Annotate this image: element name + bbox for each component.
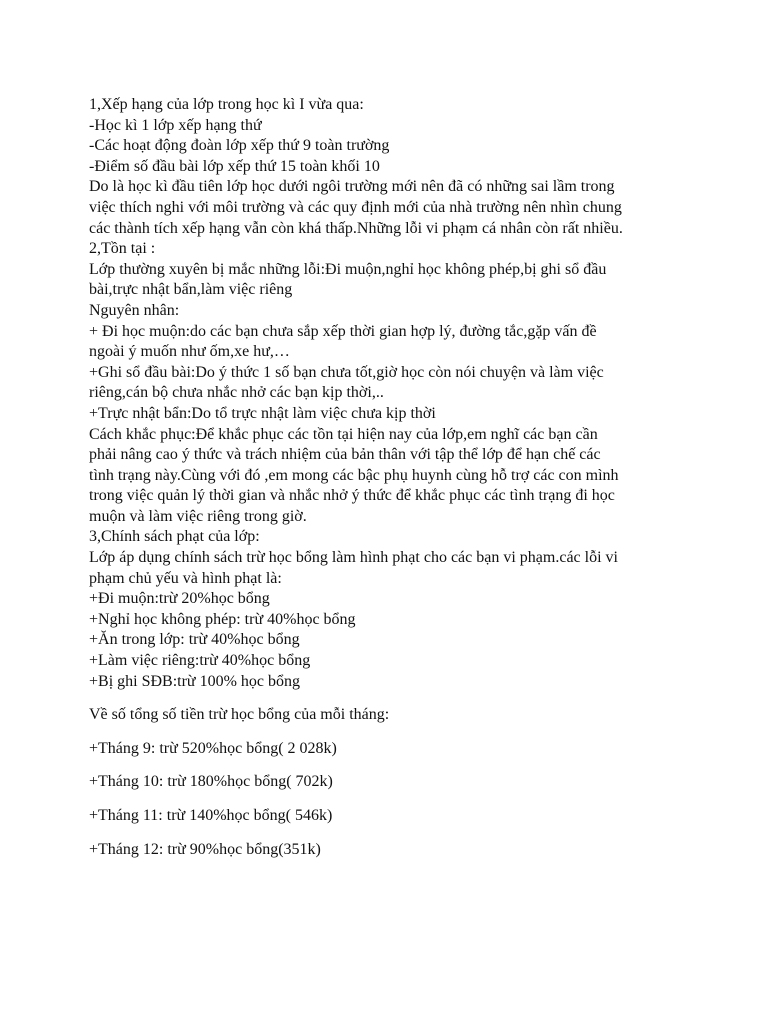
heading-causes: Nguyên nhân: (89, 301, 180, 319)
text-line: Cách khắc phục:Để khắc phục các tồn tại hiện nay của lớp,em nghĩ các bạn cần (89, 425, 598, 443)
text-line: -Các hoạt động đoàn lớp xếp thứ 9 toàn trường (89, 137, 390, 155)
heading-ranking: 1,Xếp hạng của lớp trong học kì I vừa qua: (89, 96, 364, 113)
penalty-item: +Nghỉ học không phép: trừ 40%học bổng (89, 610, 356, 628)
text-line: các thành tích xếp hạng vẫn còn khá thấp.Những lỗi vi phạm cá nhân còn rất nhiều. (89, 219, 623, 237)
text-line: -Học kì 1 lớp xếp hạng thứ (89, 116, 262, 134)
text-line: ngoài ý muốn như ốm,xe hư,… (89, 343, 290, 361)
text-line: phải nâng cao ý thức và trách nhiệm của bản thân với tập thể lớp để hạn chế các (89, 446, 601, 464)
text-line: bài,trực nhật bẩn,làm việc riêng (89, 281, 293, 299)
heading-penalty-policy: 3,Chính sách phạt của lớp: (89, 528, 260, 546)
text-line: -Điểm số đầu bài lớp xếp thứ 15 toàn khối 10 (89, 157, 380, 175)
penalty-item: +Bị ghi SĐB:trừ 100% học bổng (89, 672, 301, 690)
monthly-heading: Về số tổng số tiền trừ học bổng của mỗi tháng: (89, 706, 390, 724)
text-line: riêng,cán bộ chưa nhắc nhở các bạn kịp thời,.. (89, 384, 384, 402)
heading-issues: 2,Tồn tại : (89, 240, 156, 258)
monthly-item: +Tháng 9: trừ 520%học bổng( 2 028k) (89, 739, 337, 757)
monthly-item: +Tháng 10: trừ 180%học bổng( 702k) (89, 773, 333, 791)
monthly-item: +Tháng 12: trừ 90%học bổng(351k) (89, 840, 321, 858)
text-line: trong việc quản lý thời gian và nhắc nhở ý thức để khắc phục các tình trạng đi học (89, 487, 615, 505)
text-line: +Trực nhật bẩn:Do tổ trực nhật làm việc chưa kịp thời (89, 404, 436, 422)
text-line: Lớp thường xuyên bị mắc những lỗi:Đi muộn,nghỉ học không phép,bị ghi sổ đầu (89, 260, 607, 278)
text-line: phạm chủ yếu và hình phạt là: (89, 569, 282, 587)
text-line: việc thích nghi với môi trường và các quy định mới của nhà trường nên nhìn chung (89, 198, 622, 216)
penalty-item: +Làm việc riêng:trừ 40%học bổng (89, 652, 311, 670)
text-line: tình trạng này.Cùng với đó ,em mong các bậc phụ huynh cùng hỗ trợ các con mình (89, 466, 619, 484)
text-line: Lớp áp dụng chính sách trừ học bổng làm hình phạt cho các bạn vi phạm.các lỗi vi (89, 549, 618, 567)
text-line: + Đi học muộn:do các bạn chưa sắp xếp thời gian hợp lý, đường tắc,gặp vấn đề (89, 322, 597, 340)
penalty-item: +Ăn trong lớp: trừ 40%học bổng (89, 631, 300, 649)
monthly-item: +Tháng 11: trừ 140%học bổng( 546k) (89, 807, 333, 824)
penalty-item: +Đi muộn:trừ 20%học bổng (89, 590, 270, 608)
text-line: muộn và làm việc riêng trong giờ. (89, 507, 307, 525)
document-body (89, 95, 719, 860)
text-line: Do là học kì đầu tiên lớp học dưới ngôi trường mới nên đã có những sai lầm trong (89, 178, 615, 196)
text-line: +Ghi sổ đầu bài:Do ý thức 1 số bạn chưa tốt,giờ học còn nói chuyện và làm việc (89, 363, 604, 381)
